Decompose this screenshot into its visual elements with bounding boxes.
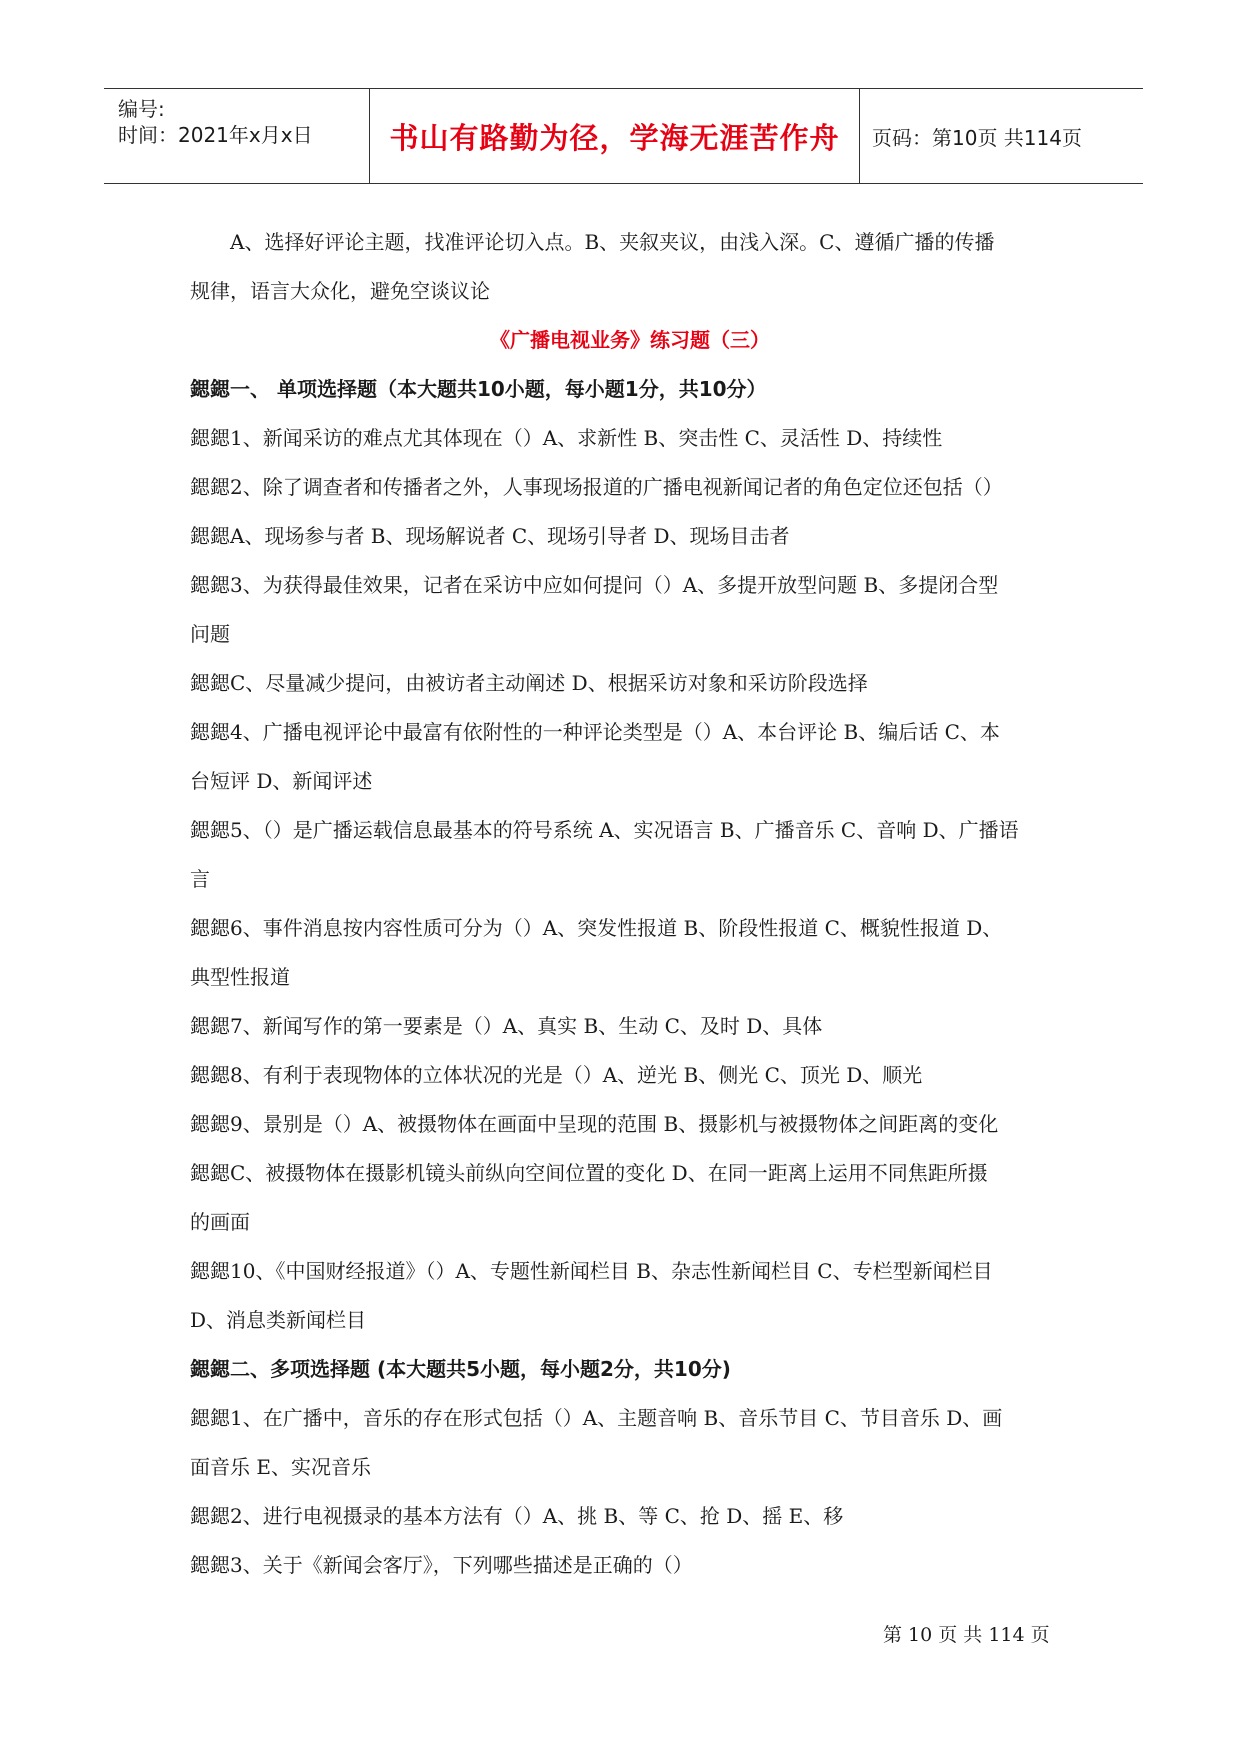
header-page-cell — [860, 89, 1143, 183]
question-line: 鍶鍶9、景别是（）A、被摄物体在画面中呈现的范围 B、摄影机与被摄物体之间距离的变化 — [190, 1112, 999, 1136]
question-line: 鍶鍶2、进行电视摄录的基本方法有（）A、挑 B、等 C、抢 D、摇 E、移 — [190, 1504, 844, 1528]
question-line: 鍶鍶5、（）是广播运载信息最基本的符号系统 A、实况语言 B、广播音乐 C、音响 D、广播语 — [190, 818, 1019, 842]
question-line: 鍶鍶3、为获得最佳效果，记者在采访中应如何提问（）A、多提开放型问题 B、多提闭合型 — [190, 573, 999, 597]
code-label: 编号: — [118, 97, 165, 121]
question-line: 问题 — [190, 622, 230, 646]
question-line: 典型性报道 — [190, 965, 290, 989]
header-left-cell — [104, 89, 370, 183]
question-line: 鍶鍶1、新闻采访的难点尤其体现在（）A、求新性 B、突击性 C、灵活性 D、持续性 — [190, 426, 943, 450]
question-line: 鍶鍶C、被摄物体在摄影机镜头前纵向空间位置的变化 D、在同一距离上运用不同焦距所摄 — [190, 1161, 988, 1185]
question-line: 鍶鍶3、关于《新闻会客厅》，下列哪些描述是正确的（） — [190, 1553, 693, 1577]
question-line: 鍶鍶10、《中国财经报道》（）A、专题性新闻栏目 B、杂志性新闻栏目 C、专栏型新闻栏目 — [190, 1259, 993, 1283]
question-line: 鍶鍶8、有利于表现物体的立体状况的光是（）A、逆光 B、侧光 C、顶光 D、顺光 — [190, 1063, 923, 1087]
time-label: 时间：2021年x月x日 — [118, 123, 313, 147]
question-line: 的画面 — [190, 1210, 250, 1234]
question-line: 鍶鍶A、现场参与者 B、现场解说者 C、现场引导者 D、现场目击者 — [190, 524, 790, 548]
question-line: 鍶鍶7、新闻写作的第一要素是（）A、真实 B、生动 C、及时 D、具体 — [190, 1014, 823, 1038]
question-line: 鍶鍶4、广播电视评论中最富有依附性的一种评论类型是（）A、本台评论 B、编后话 C、本 — [190, 720, 1000, 744]
exercise-title: 《广播电视业务》练习题（三） — [490, 328, 770, 352]
header-motto-cell — [370, 89, 860, 183]
page-code: 页码：第10页 共114页 — [872, 125, 1082, 150]
question-line: 台短评 D、新闻评述 — [190, 769, 373, 793]
question-line: 面音乐 E、实况音乐 — [190, 1455, 371, 1479]
question-line: D、消息类新闻栏目 — [190, 1308, 367, 1332]
body-line: 规律，语言大众化，避免空谈议论 — [190, 279, 490, 303]
section-heading: 鍶鍶一、 单项选择题（本大题共10小题，每小题1分，共10分） — [190, 377, 767, 401]
question-line: 言 — [190, 867, 210, 891]
body-line: A、选择好评论主题，找准评论切入点。B、夹叙夹议，由浅入深。C、遵循广播的传播 — [230, 230, 995, 254]
question-line: 鍶鍶C、尽量减少提问，由被访者主动阐述 D、根据采访对象和采访阶段选择 — [190, 671, 868, 695]
document-body — [190, 218, 1070, 1590]
header-table — [104, 88, 1143, 184]
question-line: 鍶鍶6、事件消息按内容性质可分为（）A、突发性报道 B、阶段性报道 C、概貌性报道 D、 — [190, 916, 1003, 940]
question-line: 鍶鍶1、在广播中，音乐的存在形式包括（）A、主题音响 B、音乐节目 C、节目音乐 D、画 — [190, 1406, 1003, 1430]
page-footer: 第 10 页 共 114 页 — [883, 1624, 1050, 1646]
question-line: 鍶鍶2、除了调查者和传播者之外，人事现场报道的广播电视新闻记者的角色定位还包括（） — [190, 475, 1003, 499]
motto-text: 书山有路勤为径，学海无涯苦作舟 — [389, 120, 840, 155]
section-heading: 鍶鍶二、多项选择题 (本大题共5小题，每小题2分，共10分) — [190, 1357, 731, 1381]
